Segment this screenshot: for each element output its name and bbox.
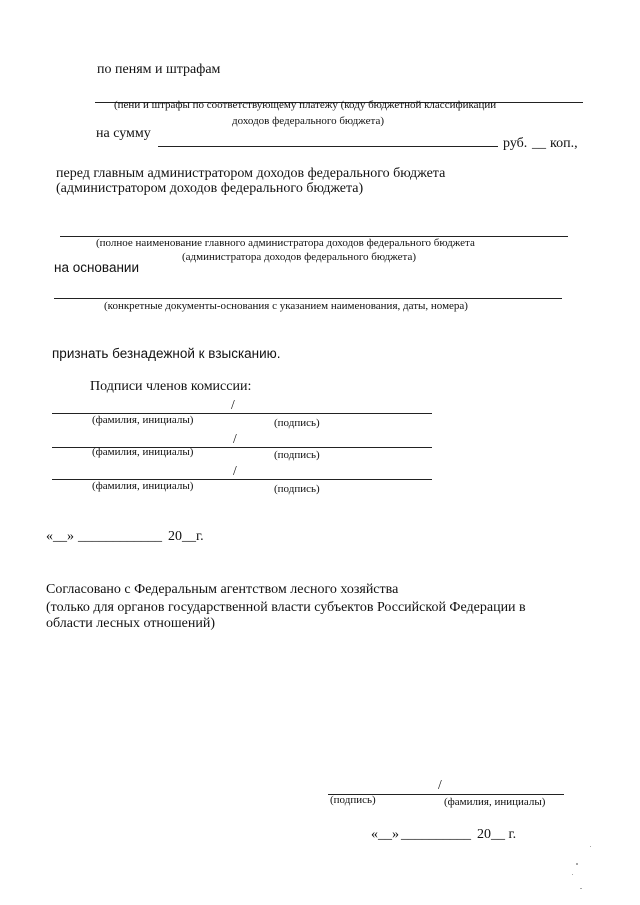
decision-text: признать безнадежной к взысканию. [52,346,281,361]
administrator-line-1: перед главным администратором доходов федерального бюджета [56,166,446,181]
date1-month-blank: ____________ [78,529,162,544]
penalties-label: по пеням и штрафам [97,62,221,77]
signature-separator-1: / [231,397,235,412]
sign-caption-3: (подпись) [274,483,320,495]
administrator-caption-2: (администратора доходов федерального бюджета) [182,251,416,263]
date2-day: «__» [371,827,399,842]
scan-speck [590,846,591,847]
basis-fill-line [54,298,562,299]
name-caption-1: (фамилия, инициалы) [92,414,194,426]
agreement-line-1: Согласовано с Федеральным агентством лесного хозяйства [46,582,399,597]
scan-speck [576,863,578,865]
administrator-caption-1: (полное наименование главного администратора доходов федерального бюджета [96,237,475,249]
name-caption-2: (фамилия, инициалы) [92,446,194,458]
scan-speck [572,874,573,875]
date1-year: 20__г. [168,529,204,544]
date2-year: 20__ г. [477,827,517,842]
agreement-line-3: области лесных отношений) [46,616,216,631]
amount-kop-blank: __ [532,136,546,151]
basis-caption: (конкретные документы-основания с указанием наименования, даты, номера) [104,300,468,312]
amount-label: на сумму [96,126,151,141]
amount-kop: коп., [550,136,578,151]
penalties-caption-1: (пени и штрафы по соответствующему платежу (коду бюджетной классификации [114,99,497,111]
bottom-name-caption: (фамилия, инициалы) [444,796,546,808]
signature-separator-2: / [233,431,237,446]
sign-caption-2: (подпись) [274,449,320,461]
agreement-line-2: (только для органов государственной власти субъектов Российской Федерации в [46,600,526,615]
basis-label: на основании [54,260,140,275]
signatures-title: Подписи членов комиссии: [90,379,252,394]
administrator-line-2: (администратором доходов федерального бюджета) [56,181,364,196]
amount-fill-line [158,146,498,147]
bottom-sign-caption: (подпись) [330,794,376,806]
scan-speck [580,888,582,889]
penalties-caption-2: доходов федерального бюджета) [232,115,385,127]
sign-caption-1: (подпись) [274,417,320,429]
name-caption-3: (фамилия, инициалы) [92,480,194,492]
amount-rub: руб. [503,136,528,151]
bottom-signature-separator: / [438,777,442,792]
signature-separator-3: / [233,463,237,478]
date1-day: «__» [46,529,74,544]
date2-month-blank: __________ [401,827,471,842]
